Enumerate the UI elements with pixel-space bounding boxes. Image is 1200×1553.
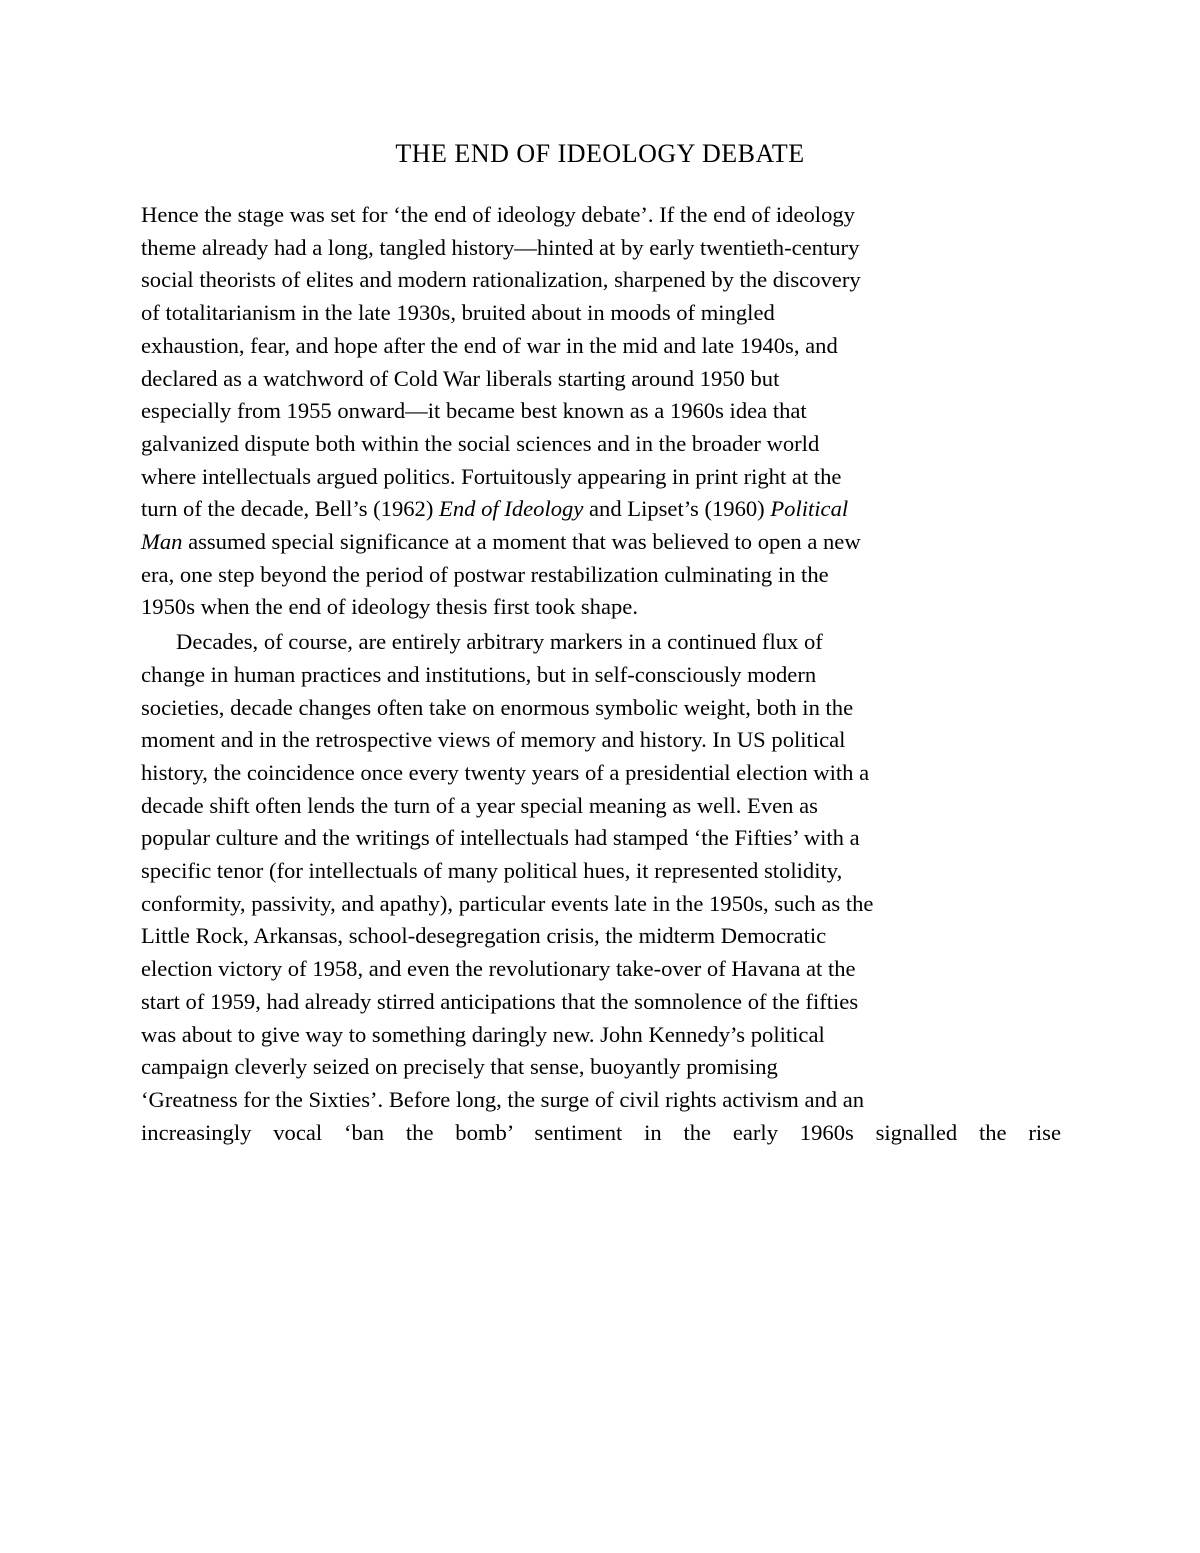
book-title-political-man-part2: Man — [141, 529, 183, 555]
text-line: Little Rock, Arkansas, school-desegregation crisis, the midterm Democratic — [141, 923, 827, 949]
text-line: where intellectuals argued politics. Fortuitously appearing in print right at the — [141, 463, 842, 489]
text-line: decade shift often lends the turn of a year special meaning as well. Even as — [141, 792, 818, 818]
text-line: theme already had a long, tangled history—hinted at by early twentieth-century — [141, 234, 860, 260]
text-line: social theorists of elites and modern rationalization, sharpened by the discovery — [141, 267, 861, 293]
text-line: ‘Greatness for the Sixties’. Before long, the surge of civil rights activism and an — [141, 1086, 865, 1112]
text-line: declared as a watchword of Cold War liberals starting around 1950 but — [141, 365, 780, 391]
text-line: exhaustion, fear, and hope after the end of war in the mid and late 1940s, and — [141, 332, 838, 358]
text-line: specific tenor (for intellectuals of many political hues, it represented stolidity, — [141, 858, 843, 884]
text-line: Decades, of course, are entirely arbitrary markers in a continued flux of — [176, 629, 823, 655]
body-text — [141, 199, 1061, 1149]
book-title-end-of-ideology: End of Ideology — [439, 496, 584, 522]
text-line: 1950s when the end of ideology thesis first took shape. — [141, 594, 638, 620]
text-fragment: turn of the decade, Bell’s (1962) — [141, 496, 440, 522]
paragraph-1 — [141, 199, 1061, 624]
text-line: election victory of 1958, and even the revolutionary take-over of Havana at the — [141, 956, 856, 982]
text-line: change in human practices and institutions, but in self-consciously modern — [141, 661, 817, 687]
text-fragment: and Lipset’s (1960) — [583, 496, 771, 522]
text-line: popular culture and the writings of intellectuals had stamped ‘the Fifties’ with a — [141, 825, 860, 851]
paragraph-2 — [141, 626, 1061, 1149]
text-line: was about to give way to something daringly new. John Kennedy’s political — [141, 1021, 825, 1047]
text-line: increasingly vocal ‘ban the bomb’ sentiment in the early 1960s signalled the rise — [141, 1119, 1061, 1145]
text-line: moment and in the retrospective views of memory and history. In US political — [141, 727, 846, 753]
text-fragment: assumed special significance at a moment that was believed to open a new — [182, 529, 861, 555]
text-line: societies, decade changes often take on enormous symbolic weight, both in the — [141, 694, 854, 720]
text-line: campaign cleverly seized on precisely that sense, buoyantly promising — [141, 1054, 778, 1080]
text-line-with-citations — [141, 526, 1061, 559]
text-line-with-citations — [141, 493, 1061, 526]
text-line: galvanized dispute both within the social sciences and in the broader world — [141, 430, 820, 456]
text-line: of totalitarianism in the late 1930s, bruited about in moods of mingled — [141, 300, 775, 326]
text-line: era, one step beyond the period of postwar restabilization culminating in the — [141, 561, 829, 587]
page-title: THE END OF IDEOLOGY DEBATE — [395, 139, 805, 168]
text-line: history, the coincidence once every twenty years of a presidential election with a — [141, 759, 870, 785]
book-title-political-man-part1: Political — [770, 496, 849, 522]
text-line: Hence the stage was set for ‘the end of ideology debate’. If the end of ideology — [141, 202, 855, 227]
text-line: start of 1959, had already stirred anticipations that the somnolence of the fifties — [141, 988, 859, 1014]
text-line: conformity, passivity, and apathy), particular events late in the 1950s, such as the — [141, 890, 874, 916]
text-line: especially from 1955 onward—it became best known as a 1960s idea that — [141, 398, 807, 424]
